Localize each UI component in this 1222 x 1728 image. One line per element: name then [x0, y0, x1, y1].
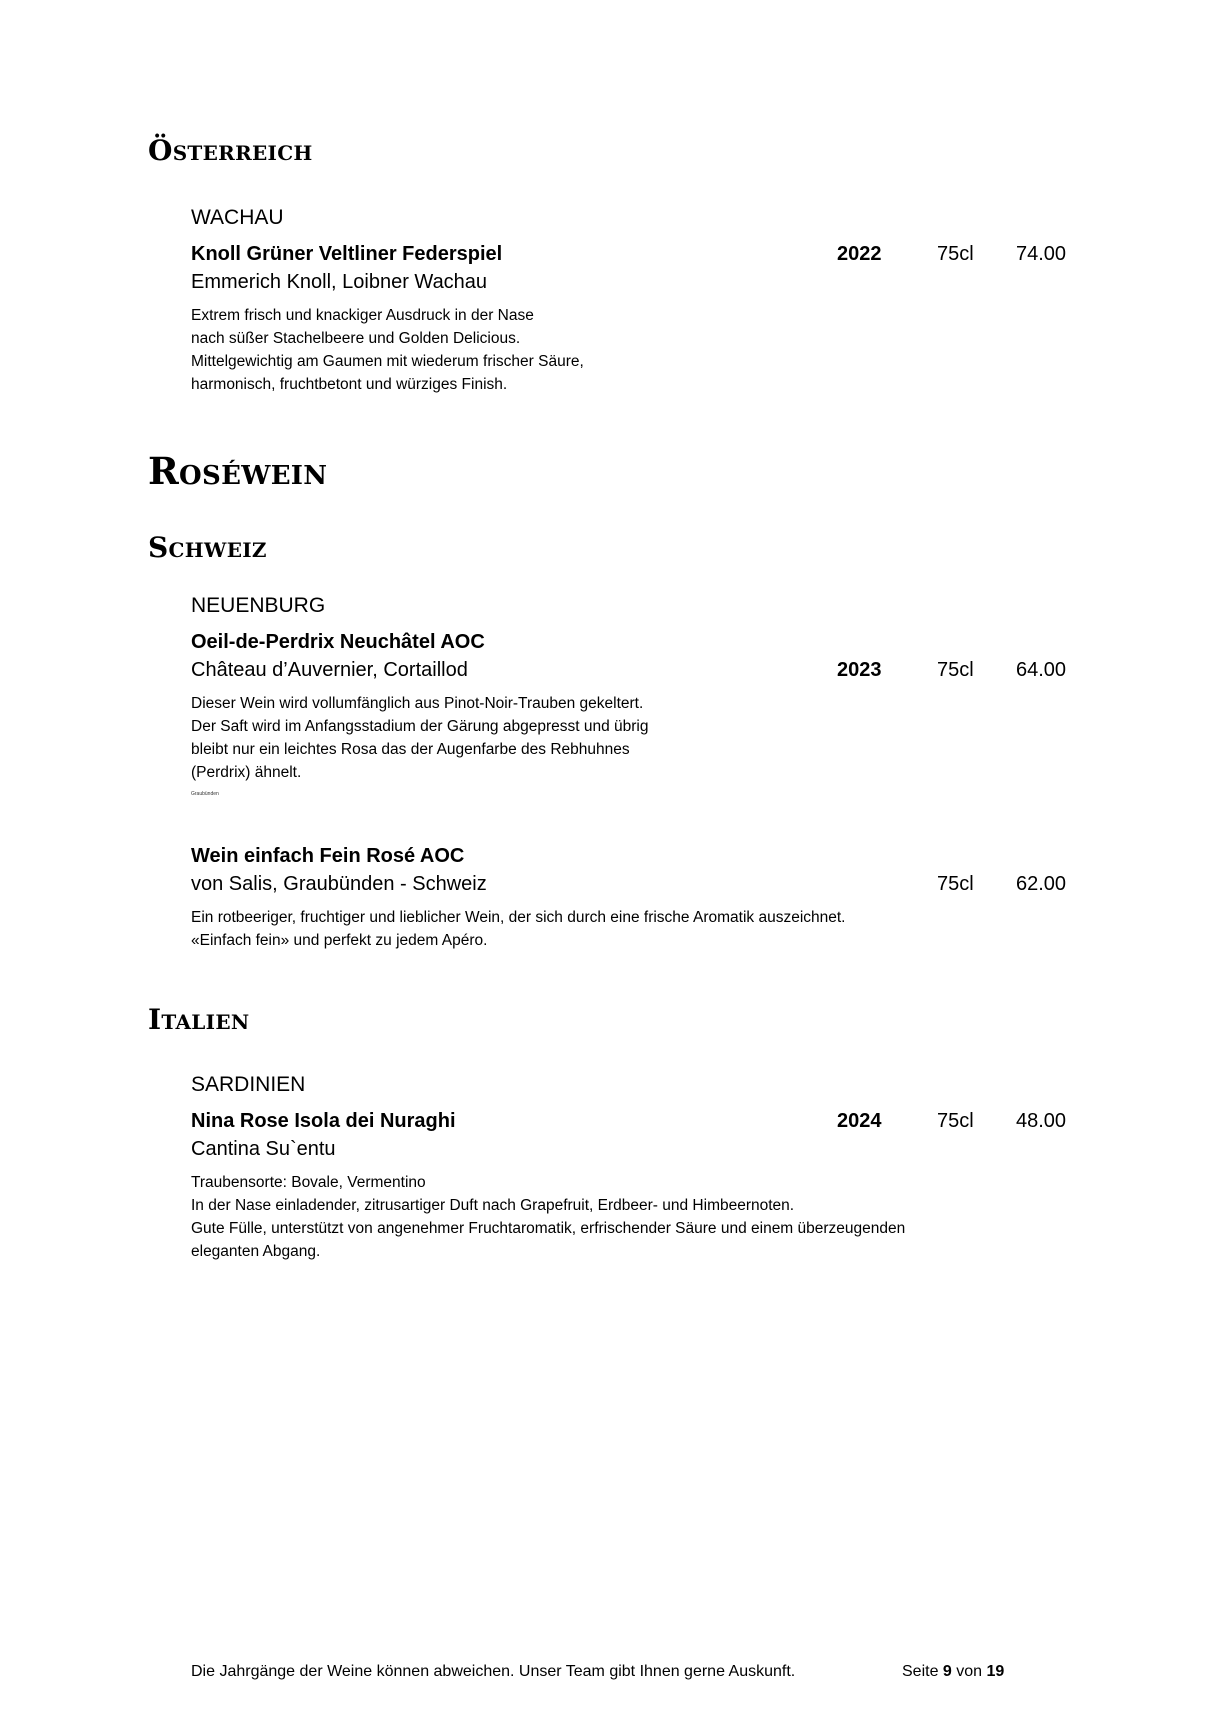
description-line: Ein rotbeeriger, fruchtiger und lieblicher Wein, der sich durch eine frische Aromatik auszeichnet. — [191, 909, 846, 926]
wine-name-nina-rose: Nina Rose Isola dei Nuraghi — [191, 1110, 456, 1132]
tiny-note: Graubünden — [191, 791, 219, 797]
wine-name-einfach-fein: Wein einfach Fein Rosé AOC — [191, 845, 465, 867]
description-line: In der Nase einladender, zitrusartiger Duft nach Grapefruit, Erdbeer- und Himbeernoten. — [191, 1197, 795, 1214]
description-line: nach süßer Stachelbeere und Golden Delicious. — [191, 330, 521, 347]
page-current: 9 — [942, 1663, 952, 1680]
wine-producer-knoll: Emmerich Knoll, Loibner Wachau — [191, 271, 488, 293]
wine-year-oeil-de-perdrix: 2023 — [837, 659, 882, 681]
wine-size-nina-rose: 75cl — [937, 1110, 974, 1132]
description-line: Extrem frisch und knackiger Ausdruck in der Nase — [191, 307, 534, 324]
region-wachau: WACHAU — [191, 206, 284, 229]
wine-size-einfach-fein: 75cl — [937, 873, 974, 895]
footer-note: Die Jahrgänge der Weine können abweichen. Unser Team gibt Ihnen gerne Auskunft. — [191, 1663, 796, 1680]
description-line: Mittelgewichtig am Gaumen mit wiederum frischer Säure, — [191, 353, 584, 370]
description-line: bleibt nur ein leichtes Rosa das der Augenfarbe des Rebhuhnes — [191, 741, 630, 758]
description-line: «Einfach fein» und perfekt zu jedem Apéro. — [191, 932, 488, 949]
description-line: eleganten Abgang. — [191, 1243, 321, 1260]
page-total: 19 — [986, 1663, 1005, 1680]
region-neuenburg: NEUENBURG — [191, 594, 326, 617]
page-indicator — [902, 1663, 1004, 1681]
description-line: Gute Fülle, unterstützt von angenehmer Fruchtaromatik, erfrischender Säure und einem überzeugenden — [191, 1220, 906, 1237]
description-line: Traubensorte: Bovale, Vermentino — [191, 1174, 426, 1191]
wine-name-knoll: Knoll Grüner Veltliner Federspiel — [191, 243, 503, 265]
category-heading-rosewein: Roséwein — [148, 449, 328, 493]
wine-price-nina-rose: 48.00 — [1016, 1110, 1067, 1132]
page-separator: von — [956, 1663, 983, 1680]
wine-producer-oeil-de-perdrix: Château d’Auvernier, Cortaillod — [191, 659, 468, 681]
wine-description-einfach-fein — [191, 906, 846, 952]
wine-year-knoll: 2022 — [837, 243, 882, 265]
wine-price-oeil-de-perdrix: 64.00 — [1016, 659, 1067, 681]
description-line: Der Saft wird im Anfangsstadium der Gärung abgepresst und übrig — [191, 718, 649, 735]
wine-size-knoll: 75cl — [937, 243, 974, 265]
wine-producer-einfach-fein: von Salis, Graubünden - Schweiz — [191, 873, 487, 895]
country-heading-schweiz: Schweiz — [148, 531, 267, 564]
description-line: harmonisch, fruchtbetont und würziges Finish. — [191, 376, 508, 393]
region-sardinien: SARDINIEN — [191, 1073, 306, 1096]
country-heading-italien: Italien — [148, 1003, 250, 1036]
page-prefix: Seite — [902, 1663, 939, 1680]
wine-size-oeil-de-perdrix: 75cl — [937, 659, 974, 681]
wine-price-einfach-fein: 62.00 — [1016, 873, 1067, 895]
description-line: Dieser Wein wird vollumfänglich aus Pinot-Noir-Trauben gekeltert. — [191, 695, 644, 712]
wine-description-knoll — [191, 304, 584, 396]
wine-description-nina-rose — [191, 1171, 905, 1263]
country-heading-oesterreich: Österreich — [148, 134, 313, 167]
wine-producer-nina-rose: Cantina Su`entu — [191, 1138, 336, 1160]
wine-price-knoll: 74.00 — [1016, 243, 1067, 265]
wine-description-oeil-de-perdrix — [191, 692, 649, 784]
wine-year-nina-rose: 2024 — [837, 1110, 882, 1132]
wine-name-oeil-de-perdrix: Oeil-de-Perdrix Neuchâtel AOC — [191, 631, 485, 653]
description-line: (Perdrix) ähnelt. — [191, 764, 302, 781]
